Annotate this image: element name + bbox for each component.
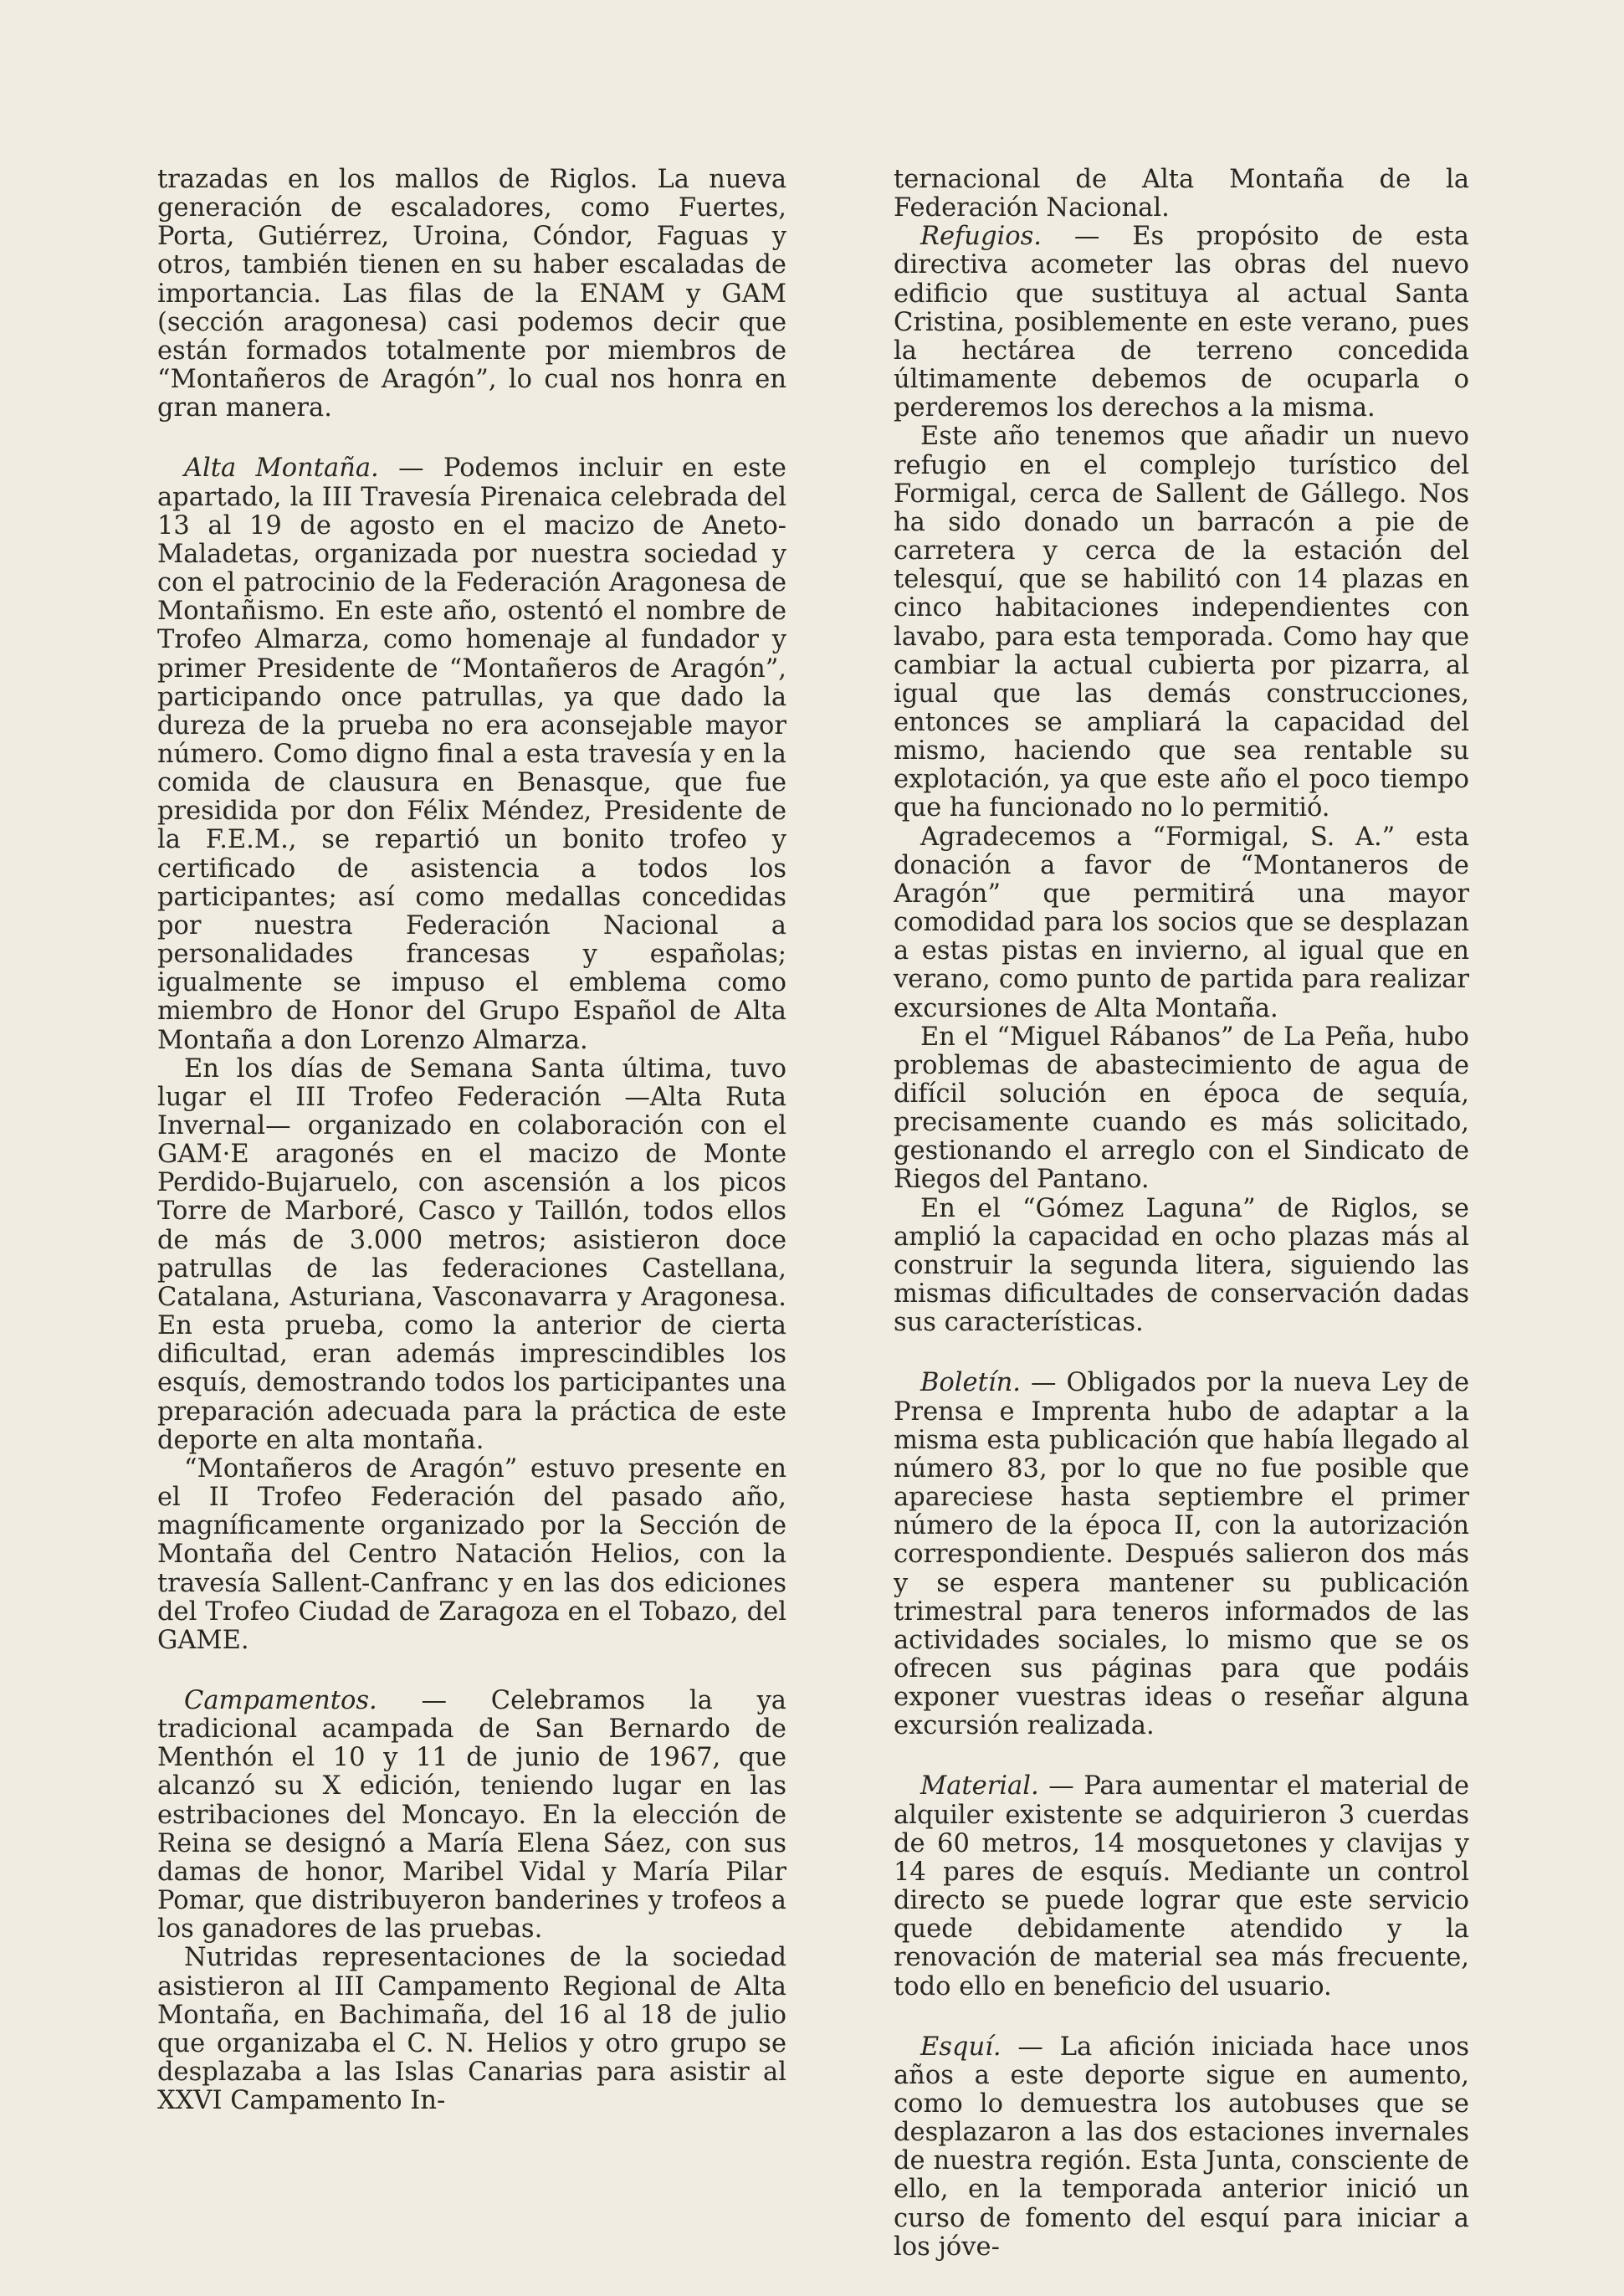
paragraph-material: Material. — Para aumentar el material de alquiler existente se adquirieron 3 cuerdas de 60 metros, 14 mosquetones y clavijas y 14 pares de esquís. Mediante un control directo se puede lograr que este servicio quede debidamente atendido y la renovación de material sea más frecuente, todo ello en beneficio del usuario. [894,1771,1469,2001]
paragraph-agradecemos: Agradecemos a “Formigal, S. A.” esta donación a favor de “Montaneros de Aragón” que permitirá una mayor comodidad para los socios que se desplazan a estas pistas en invierno, al igual que en verano, como punto de partida para realizar excursiones de Alta Montaña. [894,822,1469,1023]
section-heading-campamentos: Campamentos. [184,1685,377,1715]
section-heading-alta-montana: Alta Montaña. [184,454,379,484]
section-heading-boletin: Boletín. [920,1368,1021,1398]
left-column [157,166,786,2115]
paragraph-miguel-rabanos: En el “Miguel Rábanos” de La Peña, hubo problemas de abastecimiento de agua de difícil solución en época de sequía, precisamente cuando es más solicitado, gestionando el arreglo con el Sindicato de Riegos del Pantano. [894,1022,1469,1195]
paragraph-trofeo-federacion: “Montañeros de Aragón” estuvo presente en el II Trofeo Federación del pasado año, magníficamente organizado por la Sección de Montaña del Centro Natación Helios, con la travesía Sallent-Canfranc y en las dos ediciones del Trofeo Ciudad de Zaragoza en el Tobazo, del GAME. [157,1453,786,1655]
paragraph-semana-santa: En los días de Semana Santa última, tuvo lugar el III Trofeo Federación —Alta Ruta Invernal— organizado en colaboración con el GAM·E aragonés en el macizo de Monte Perdido-Bujaruelo, con ascensión a los picos Torre de Marboré, Casco y Taillón, todos ellos de más de 3.000 metros; asistieron doce patrullas de las federaciones Castellana, Catalana, Asturiana, Vasconavarra y Aragonesa. En esta prueba, como la anterior de cierta dificultad, eran además imprescindibles los esquís, demostrando todos los participantes una preparación adecuada para la práctica de este deporte en alta montaña. [157,1053,786,1455]
paragraph-esqui: Esquí. — La afición iniciada hace unos años a este deporte sigue en aumento, como lo demuestra los autobuses que se desplazaron a las dos estaciones invernales de nuestra región. Esta Junta, consciente de ello, en la temporada anterior inició un curso de fomento del esquí para iniciar a los jóve- [894,2032,1469,2262]
paragraph-nutridas-representaciones: Nutridas representaciones de la sociedad asistieron al III Campamento Regional de Alta Montaña, en Bachimaña, del 16 al 18 de julio que organizaba el C. N. Helios y otro grupo se desplazaba a las Islas Canarias para asistir al XXVI Campamento In- [157,1943,786,2116]
paragraph-refugios: Refugios. — Es propósito de esta directiva acometer las obras del nuevo edificio que sustituya al actual Santa Cristina, posiblemente en este verano, pues la hectárea de terreno concedida últimamente debemos de ocuparla o perderemos los derechos a la misma. [894,222,1469,423]
section-heading-material: Material. [920,1771,1039,1801]
right-column [894,166,1469,2262]
paragraph-boletin: Boletín. — Obligados por la nueva Ley de Prensa e Imprenta hubo de adaptar a la misma esta publicación que había llegado al número 83, por lo que no fue posible que apareciese hasta septiembre el primer número de la época II, con la autorización correspondiente. Después salieron dos más y se espera mantener su publicación trimestral para teneros informados de las actividades sociales, lo mismo que se os ofrecen sus páginas para que podáis exponer vuestras ideas o reseñar alguna excursión realizada. [894,1368,1469,1741]
paragraph-alta-montana: Alta Montaña. — Podemos incluir en este apartado, la III Travesía Pirenaica celebrada del 13 al 19 de agosto en el macizo de Aneto-Maladetas, organizada por nuestra sociedad y con el patrocinio de la Federación Aragonesa de Montañismo. En este año, ostentó el nombre de Trofeo Almarza, como homenaje al fundador y primer Presidente de “Montañeros de Aragón”, participando once patrullas, ya que dado la dureza de la prueba no era aconsejable mayor número. Como digno final a esta travesía y en la comida de clausura en Benasque, que fue presidida por don Félix Méndez, Presidente de la F.E.M., se repartió un bonito trofeo y certificado de asistencia a todos los participantes; así como medallas concedidas por nuestra Federación Nacional a personalidades francesas y españolas; igualmente se impuso el emblema como miembro de Honor del Grupo Español de Alta Montaña a don Lorenzo Almarza. [157,454,786,1055]
paragraph-gomez-laguna: En el “Gómez Laguna” de Riglos, se amplió la capacidad en ocho plazas más al construir la segunda litera, siguiendo las mismas dificultades de conservación dadas sus características. [894,1193,1469,1338]
section-heading-refugios: Refugios. [920,222,1042,252]
paragraph-campamentos: Campamentos. — Celebramos la ya tradicional acampada de San Bernardo de Menthón el 10 y 11 de junio de 1967, que alcanzó su X edición, teniendo lugar en las estribaciones del Moncayo. En la elección de Reina se designó a María Elena Sáez, con sus damas de honor, Maribel Vidal y María Pilar Pomar, que distribuyeron banderines y trofeos a los ganadores de las pruebas. [157,1685,786,1945]
paragraph-federacion-nacional: ternacional de Alta Montaña de la Federación Nacional. [894,165,1469,223]
paragraph-riglos-escaladores: trazadas en los mallos de Riglos. La nueva generación de escaladores, como Fuertes, Porta, Gutiérrez, Uroina, Cóndor, Faguas y otros, también tienen en su haber escaladas de importancia. Las filas de la ENAM y GAM (sección aragonesa) casi podemos decir que están formados totalmente por miembros de “Montañeros de Aragón”, lo cual nos honra en gran manera. [157,165,786,423]
section-heading-esqui: Esquí. [920,2032,1002,2062]
paragraph-formigal-refugio: Este año tenemos que añadir un nuevo refugio en el complejo turístico del Formigal, cerca de Sallent de Gállego. Nos ha sido donado un barracón a pie de carretera y cerca de la estación del telesquí, que se habilitó con 14 plazas en cinco habitaciones independientes con lavabo, para esta temporada. Como hay que cambiar la actual cubierta por pizarra, al igual que las demás construcciones, entonces se ampliará la capacidad del mismo, haciendo que sea rentable su explotación, ya que este año el poco tiempo que ha funcionado no lo permitió. [894,422,1469,823]
